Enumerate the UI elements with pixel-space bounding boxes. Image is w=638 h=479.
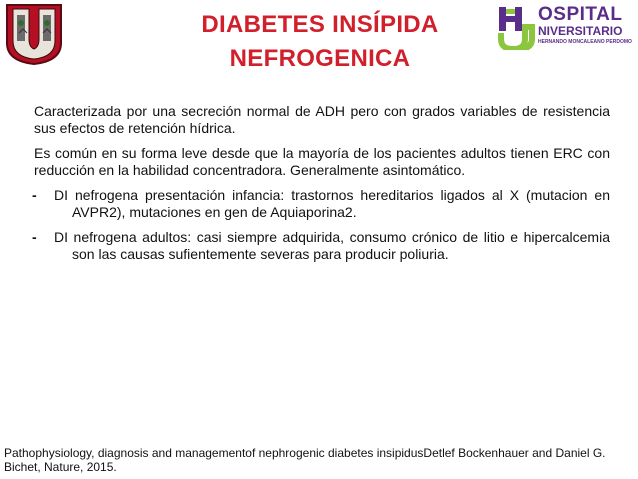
slide-body (34, 103, 610, 271)
logo-text-line-3: HERNANDO MONCALEANO PERDOMO (538, 39, 632, 45)
hospital-mark-icon (497, 5, 537, 50)
paragraph-1: Caracterizada por una secreción normal de ADH pero con grados variables de resistencia sus efectos de retención hídrica. (34, 103, 610, 136)
bullet-dash: - (32, 187, 37, 203)
logo-text-line-1: OSPITAL (538, 4, 623, 25)
university-shield-logo (5, 3, 63, 66)
logo-text-line-2: NIVERSITARIO (538, 24, 623, 38)
reference-citation: Pathophysiology, diagnosis and managementof nephrogenic diabetes insipidusDetlef Bockenhauer and Daniel G. Bichet, Nature, 2015. (4, 446, 606, 474)
slide-title (120, 8, 520, 76)
bullet-dash: - (32, 229, 37, 245)
bullet-text: DI nefrogena presentación infancia: trastornos hereditarios ligados al X (mutacion en AVPR2), mutaciones en gen de Aquiaporina2. (54, 187, 610, 220)
hospital-logo (497, 5, 632, 50)
title-line-2: NEFROGENICA (229, 45, 411, 72)
bullet-item-1 (34, 187, 610, 221)
shield-icon (5, 3, 63, 66)
bullet-text: DI nefrogena adultos: casi siempre adquirida, consumo crónico de litio e hipercalcemia son las causas sufientemente severas para producir poliuria. (54, 229, 610, 262)
paragraph-2: Es común en su forma leve desde que la mayoría de los pacientes adultos tienen ERC con reducción en la habilidad concentradora. Generalmente asintomático. (34, 145, 610, 178)
bullet-item-2 (34, 229, 610, 263)
title-line-1: DIABETES INSÍPIDA (201, 11, 439, 38)
